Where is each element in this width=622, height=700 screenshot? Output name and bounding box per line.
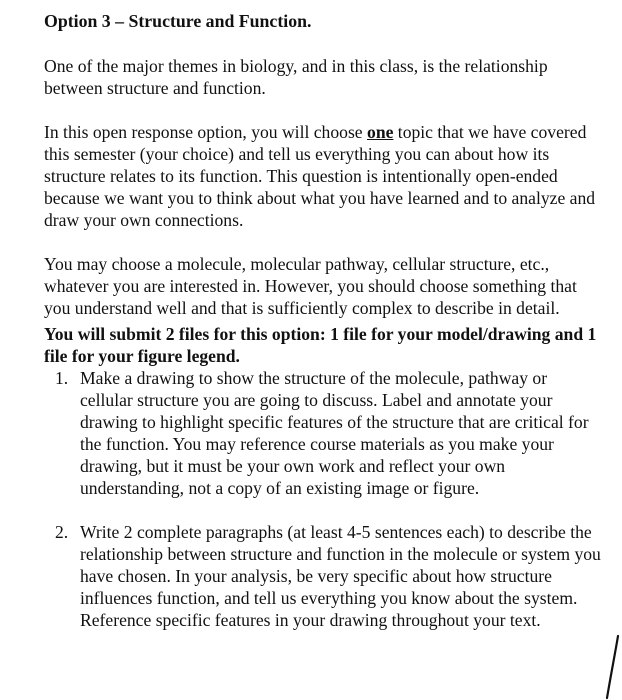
list-item xyxy=(44,521,604,631)
instructions-text-end: topic that we have covered this semester (your choice) and tell us everything you can about how its structure relates to its function. This question is intentionally open-ended because we want you to think about what you have learned and to analyze and draw your own connections. xyxy=(44,122,596,230)
submission-note: You will submit 2 files for this option: 1 file for your model/drawing and 1 file for your figure legend. xyxy=(44,324,597,366)
topic-choice-paragraph: You may choose a molecule, molecular pathway, cellular structure, etc., whatever you are interested in. However, you should choose something that you understand well and that is sufficiently complex to describe in detail. xyxy=(44,254,577,318)
list-item-text: Make a drawing to show the structure of the molecule, pathway or cellular structure you are going to discuss. Label and annotate your drawing to highlight specific features of the structure that are critical for the function. You may reference course materials as you make your drawing, but it must be your own work and reflect your own understanding, not a copy of an existing image or figure. xyxy=(80,368,589,498)
intro-paragraph: One of the major themes in biology, and in this class, is the relationship between structure and function. xyxy=(44,56,548,98)
list-item-number: 1. xyxy=(55,368,69,388)
instructions-text-start: In this open response option, you will choose xyxy=(44,122,368,142)
list-item-text: Write 2 complete paragraphs (at least 4-5 sentences each) to describe the relationship between structure and function in the molecule or system you have chosen. In your analysis, be very specific about how structure influences function, and tell us everything you know about the system. Reference specific features in your drawing throughout your text. xyxy=(80,522,601,630)
option-title: Option 3 – Structure and Function. xyxy=(44,11,312,31)
emphasis-one: one xyxy=(367,122,394,142)
list-item-number: 2. xyxy=(55,522,69,542)
steps-list xyxy=(44,367,604,631)
instructions-paragraph xyxy=(44,121,604,231)
list-item xyxy=(44,367,604,499)
document-body xyxy=(44,10,604,631)
pen-stroke-mark xyxy=(582,630,622,700)
